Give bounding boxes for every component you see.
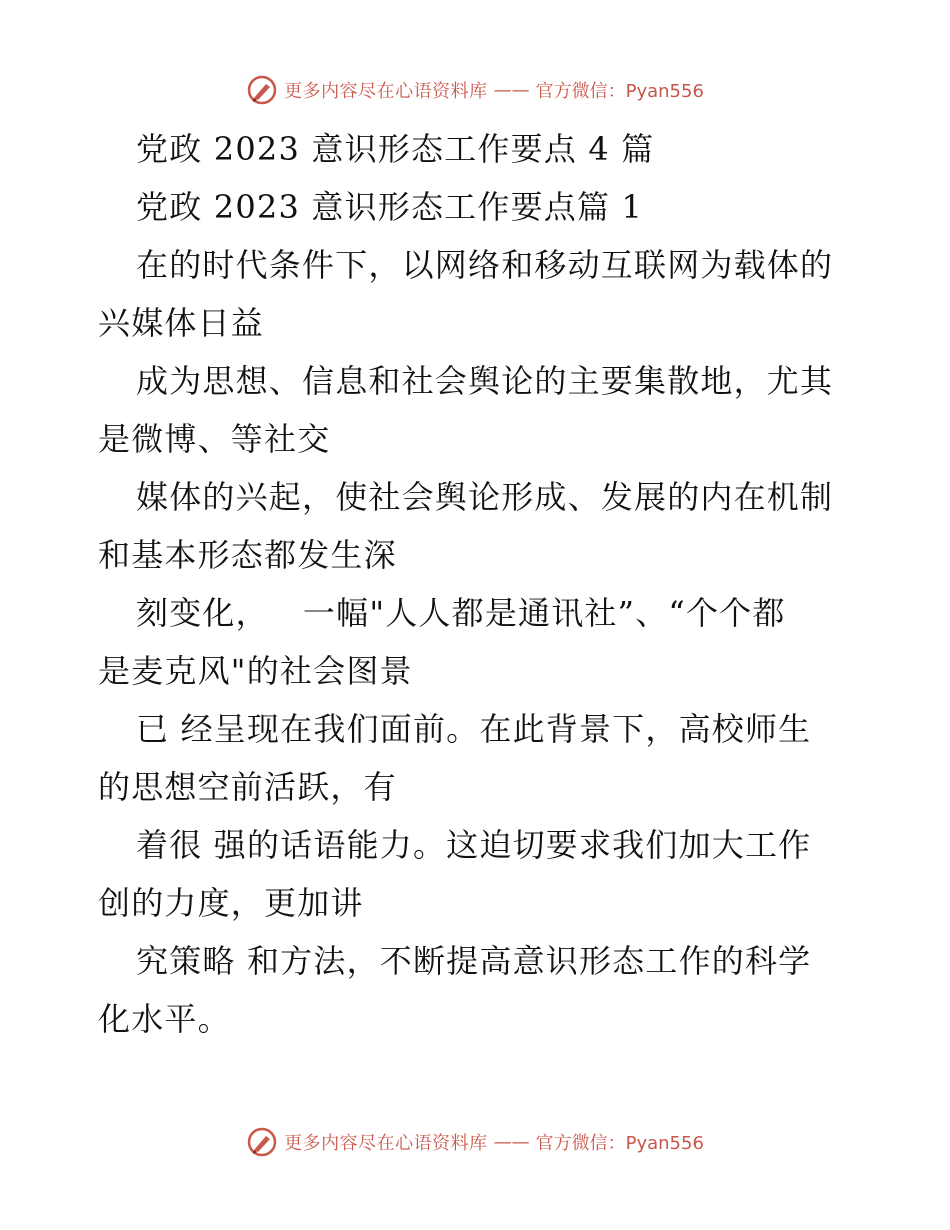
text-line: 创的力度，更加讲 bbox=[98, 884, 364, 922]
text-line: 兴媒体日益 bbox=[98, 304, 265, 342]
banner-site-text: 更多内容尽在心语资料库 bbox=[284, 81, 488, 102]
text-line: 是微博、等社交 bbox=[98, 420, 331, 458]
text-line: 着很 强的话语能力。这迫切要求我们加大工作 bbox=[136, 826, 812, 864]
banner-wechat-text: 官方微信：Pyan556 bbox=[535, 1133, 704, 1154]
text-line: 和基本形态都发生深 bbox=[98, 536, 397, 574]
pen-logo-icon bbox=[246, 1126, 278, 1158]
text-line: 成为思想、信息和社会舆论的主要集散地，尤其 bbox=[136, 362, 834, 400]
banner-wechat-text: 官方微信：Pyan556 bbox=[535, 81, 704, 102]
document-body bbox=[98, 120, 852, 1048]
text-line: 在的时代条件下，以网络和移动互联网为载体的 bbox=[136, 246, 834, 284]
banner-site-text: 更多内容尽在心语资料库 bbox=[284, 1133, 488, 1154]
text-line: 刻变化， 一幅"人人都是通讯社”、“个个都 bbox=[136, 594, 786, 632]
text-line: 的思想空前活跃，有 bbox=[98, 768, 397, 806]
text-line: 媒体的兴起，使社会舆论形成、发展的内在机制 bbox=[136, 478, 834, 516]
text-line: 究策略 和方法，不断提高意识形态工作的科学 bbox=[136, 942, 812, 980]
text-line: 是麦克风"的社会图景 bbox=[98, 652, 413, 690]
footer-banner bbox=[0, 1122, 950, 1162]
text-line: 化水平。 bbox=[98, 1000, 231, 1038]
text-line: 党政 2023 意识形态工作要点 4 篇 bbox=[136, 130, 655, 168]
banner-separator: —— bbox=[493, 1131, 530, 1153]
text-line: 党政 2023 意识形态工作要点篇 1 bbox=[136, 188, 644, 226]
header-banner bbox=[0, 70, 950, 110]
banner-separator: —— bbox=[493, 79, 530, 101]
pen-logo-icon bbox=[246, 74, 278, 106]
text-line: 已 经呈现在我们面前。在此背景下，高校师生 bbox=[136, 710, 812, 748]
